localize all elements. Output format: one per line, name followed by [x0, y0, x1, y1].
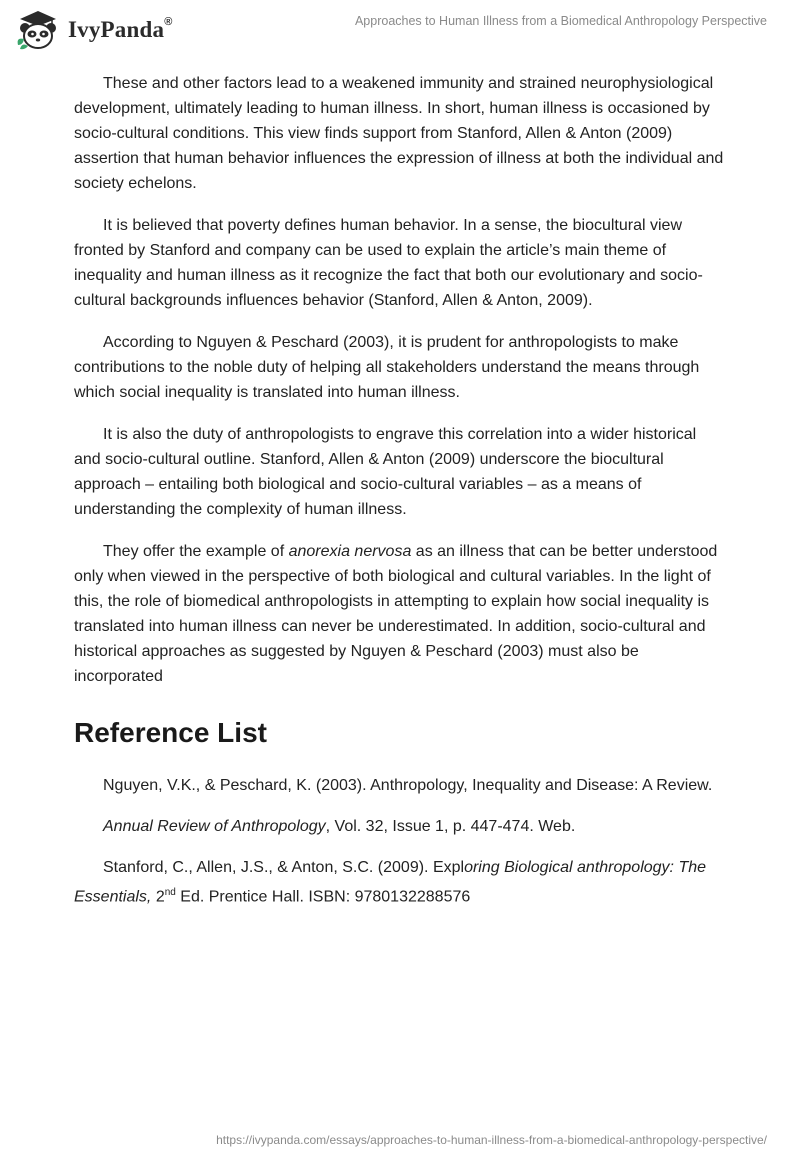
- paragraph: According to Nguyen & Peschard (2003), it is prudent for anthropologists to make contributions to the noble duty of helping all stakeholders understand the means through which social inequality is translated into human illness.: [74, 334, 700, 401]
- reference-list-heading: Reference List: [74, 717, 267, 748]
- panda-graduate-icon: [14, 9, 62, 51]
- reference-entry: Annual Review of Anthropology, Vol. 32, Issue 1, p. 447-474. Web.: [103, 818, 576, 835]
- logo-wordmark: IvyPanda®: [68, 16, 173, 42]
- paragraph: It is believed that poverty defines human behavior. In a sense, the biocultural view fronted by Stanford and company can be used to explain the article’s main theme of inequality and human illness as it recognize the fact that both our evolutionary and socio-cultural backgrounds influences behavior (Stanford, Allen & Anton, 2009).: [74, 217, 703, 309]
- essay-content: [74, 71, 724, 925]
- paragraph: These and other factors lead to a weakened immunity and strained neurophysiological development, ultimately leading to human illness. In short, human illness is occasioned by socio-cultural conditions. This view finds support from Stanford, Allen & Anton (2009) assertion that human behavior influences the expression of illness at both the individual and society echelons.: [74, 75, 724, 192]
- document-title: Approaches to Human Illness from a Biomedical Anthropology Perspective: [354, 14, 767, 28]
- reference-entry: Stanford, C., Allen, J.S., & Anton, S.C. (2009). Exploring Biological anthropology: The Essentials, 2nd Ed. Prentice Hall. ISBN: 9780132288576: [74, 859, 707, 906]
- reference-entry: Nguyen, V.K., & Peschard, K. (2003). Anthropology, Inequality and Disease: A Review.: [103, 777, 713, 794]
- page-header: [0, 0, 800, 60]
- paragraph: They offer the example of anorexia nervosa as an illness that can be better understood only when viewed in the perspective of both biological and cultural variables. In the light of this, the role of biomedical anthropologists in attempting to explain how social inequality is translated into human illness can never be underestimated. In addition, socio-cultural and historical approaches as suggested by Nguyen & Peschard (2003) must also be incorporated: [74, 543, 718, 685]
- paragraph: It is also the duty of anthropologists to engrave this correlation into a wider historical and socio-cultural outline. Stanford, Allen & Anton (2009) underscore the biocultural approach – entailing both biological and socio-cultural variables – as a means of understanding the complexity of human illness.: [74, 426, 697, 518]
- ivypanda-logo[interactable]: [14, 9, 173, 51]
- source-url[interactable]: https://ivypanda.com/essays/approaches-to-human-illness-from-a-biomedical-anthropology-perspective/: [216, 1133, 767, 1147]
